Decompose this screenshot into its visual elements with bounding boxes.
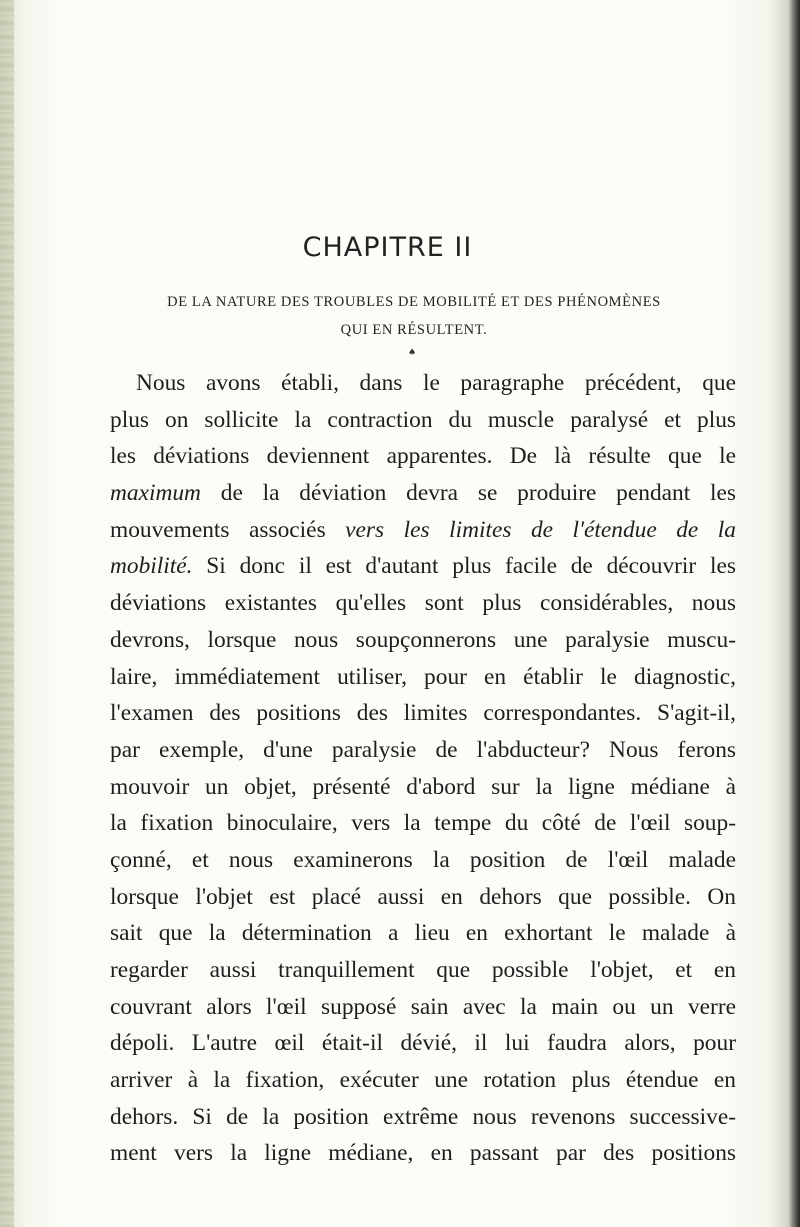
text-run: déviations existantes qu'elles sont plus considérables, nous [110,590,736,617]
text-line [110,402,736,439]
text-line [110,915,736,952]
text-line [110,732,736,769]
italic-text: maximum [110,480,201,507]
section-heading [94,288,734,344]
text-run: la fixation binoculaire, vers la tempe du côté de l'œil soup- [110,810,736,837]
text-run: par exemple, d'une paralysie de l'abducteur? Nous ferons [110,736,736,763]
section-heading-line: DE LA NATURE DES TROUBLES DE MOBILITÉ ET DES PHÉNOMÈNES [167,294,661,310]
page-binding-edge [0,0,14,1227]
text-line [110,805,736,842]
text-run: dépoli. L'autre œil était-il dévié, il lui faudra alors, pour [110,1030,736,1057]
text-run: lorsque l'objet est placé aussi en dehors que possible. On [110,883,736,910]
text-run: sait que la détermination a lieu en exhortant le malade à [110,920,736,947]
text-line [110,695,736,732]
text-line [110,879,736,916]
text-run: dehors. Si de la position extrême nous revenons successive- [110,1103,736,1130]
text-run: mouvoir un objet, présenté d'abord sur la ligne médiane à [110,773,736,800]
text-run: mouvements associés [110,516,346,543]
text-line [110,989,736,1026]
body-paragraph [110,365,736,1172]
italic-text: mobilité. [110,553,193,580]
text-run: couvrant alors l'œil supposé sain avec la main ou un verre [110,993,736,1020]
text-run: Nous avons établi, dans le paragraphe précédent, que [136,370,736,396]
text-run: çonné, et nous examinerons la position de l'œil malade [110,846,736,873]
text-line [110,365,736,402]
text-run: laire, immédiatement utiliser, pour en établir le diagnostic, [110,663,736,690]
text-run: devrons, lorsque nous soupçonnerons une paralysie muscu- [110,626,736,653]
page-right-shadow [788,0,800,1227]
text-line [110,438,736,475]
chapter-title: CHAPITRE II [302,232,473,263]
text-line [110,585,736,622]
text-run: regarder aussi tranquillement que possible l'objet, et en [110,957,736,983]
text-run: l'examen des positions des limites correspondantes. S'agit-il, [110,700,736,727]
text-line [110,548,736,585]
text-line [110,1062,736,1099]
text-line [110,1099,736,1136]
ornament-icon: ♠ [408,348,417,358]
text-run: ment vers la ligne médiane, en passant par des positions [110,1140,736,1167]
text-run: de la déviation devra se produire pendant les [200,480,736,507]
text-run: les déviations deviennent apparentes. De là résulte que le [110,443,736,470]
text-line [110,769,736,806]
text-line [110,1025,736,1062]
section-heading-line: QUI EN RÉSULTENT. [340,322,488,338]
text-line [110,622,736,659]
text-run: plus on sollicite la contraction du muscle paralysé et plus [110,406,736,433]
text-line [110,475,736,512]
text-run: arriver à la fixation, exécuter une rotation plus étendue en [110,1067,736,1094]
text-line [110,512,736,549]
italic-text: vers les limites de l'étendue de la [345,516,736,543]
text-line [110,1135,736,1172]
text-line [110,842,736,879]
text-line [110,659,736,696]
text-line [110,952,736,989]
text-run: Si donc il est d'autant plus facile de découvrir les [192,553,736,580]
